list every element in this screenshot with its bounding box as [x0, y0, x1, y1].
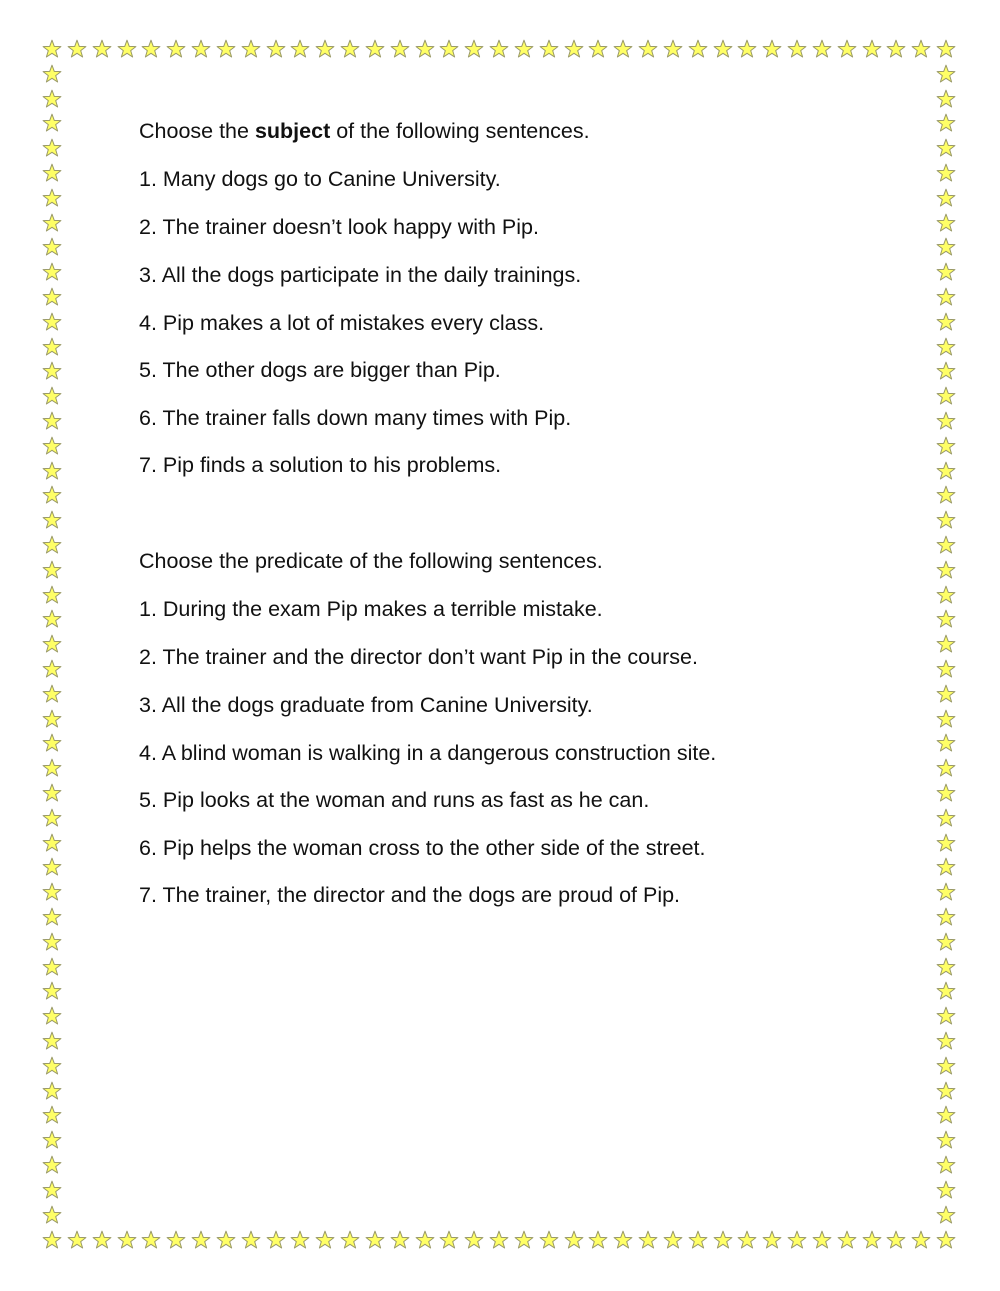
star-icon	[737, 39, 757, 59]
predicate-item-3: 3. All the dogs graduate from Canine University.	[139, 693, 593, 717]
star-icon	[42, 411, 62, 431]
star-icon	[936, 485, 956, 505]
star-icon	[936, 39, 956, 59]
star-icon	[42, 1230, 62, 1250]
star-icon	[613, 39, 633, 59]
star-icon	[42, 436, 62, 456]
star-icon	[663, 1230, 683, 1250]
star-icon	[936, 1180, 956, 1200]
star-icon	[42, 89, 62, 109]
subject-item-1: 1. Many dogs go to Canine University.	[139, 167, 501, 191]
subject-item-7: 7. Pip finds a solution to his problems.	[139, 453, 502, 477]
star-icon	[365, 39, 385, 59]
star-icon	[886, 39, 906, 59]
star-icon	[936, 758, 956, 778]
star-icon	[613, 1230, 633, 1250]
star-icon	[42, 783, 62, 803]
star-icon	[42, 1130, 62, 1150]
star-icon	[415, 39, 435, 59]
star-icon	[837, 39, 857, 59]
star-icon	[117, 39, 137, 59]
star-icon	[266, 1230, 286, 1250]
star-icon	[191, 1230, 211, 1250]
star-icon	[936, 634, 956, 654]
star-icon	[42, 1056, 62, 1076]
star-icon	[42, 733, 62, 753]
star-icon	[42, 907, 62, 927]
star-icon	[67, 1230, 87, 1250]
star-icon	[936, 709, 956, 729]
star-icon	[936, 1081, 956, 1101]
star-icon	[42, 585, 62, 605]
star-icon	[42, 213, 62, 233]
star-icon	[911, 1230, 931, 1250]
star-icon	[663, 39, 683, 59]
star-icon	[539, 1230, 559, 1250]
star-icon	[936, 113, 956, 133]
star-icon	[42, 634, 62, 654]
star-icon	[439, 1230, 459, 1250]
predicate-item-1: 1. During the exam Pip makes a terrible mistake.	[139, 597, 603, 621]
star-icon	[936, 907, 956, 927]
predicate-item-7: 7. The trainer, the director and the dogs are proud of Pip.	[139, 883, 681, 907]
star-icon	[42, 1105, 62, 1125]
star-icon	[141, 1230, 161, 1250]
star-icon	[42, 932, 62, 952]
star-icon	[42, 758, 62, 778]
star-icon	[92, 1230, 112, 1250]
star-icon	[936, 981, 956, 1001]
star-icon	[936, 585, 956, 605]
star-icon	[936, 1230, 956, 1250]
star-icon	[42, 287, 62, 307]
star-icon	[42, 113, 62, 133]
star-icon	[42, 957, 62, 977]
star-icon	[936, 659, 956, 679]
star-icon	[812, 1230, 832, 1250]
star-icon	[936, 163, 956, 183]
star-icon	[290, 39, 310, 59]
star-icon	[92, 39, 112, 59]
star-icon	[936, 1130, 956, 1150]
star-icon	[42, 312, 62, 332]
star-icon	[936, 188, 956, 208]
star-icon	[936, 138, 956, 158]
star-icon	[936, 1056, 956, 1076]
star-icon	[936, 287, 956, 307]
star-icon	[340, 39, 360, 59]
star-icon	[42, 510, 62, 530]
star-icon	[489, 1230, 509, 1250]
star-icon	[936, 560, 956, 580]
subject-keyword: subject	[254, 119, 331, 143]
subject-item-6: 6. The trainer falls down many times with Pip.	[139, 406, 572, 430]
star-icon	[564, 1230, 584, 1250]
star-icon	[42, 262, 62, 282]
star-icon	[936, 510, 956, 530]
star-icon	[42, 188, 62, 208]
star-icon	[390, 1230, 410, 1250]
star-icon	[936, 461, 956, 481]
subject-item-4: 4. Pip makes a lot of mistakes every class.	[139, 311, 545, 335]
star-icon	[936, 436, 956, 456]
star-icon	[588, 39, 608, 59]
star-icon	[936, 609, 956, 629]
star-icon	[936, 262, 956, 282]
star-icon	[936, 337, 956, 357]
star-icon	[42, 39, 62, 59]
star-icon	[862, 1230, 882, 1250]
star-icon	[141, 39, 161, 59]
star-icon	[42, 659, 62, 679]
star-icon	[464, 1230, 484, 1250]
star-icon	[787, 39, 807, 59]
star-icon	[42, 609, 62, 629]
star-icon	[713, 1230, 733, 1250]
star-icon	[42, 163, 62, 183]
star-icon	[42, 981, 62, 1001]
star-icon	[241, 1230, 261, 1250]
star-icon	[166, 39, 186, 59]
star-icon	[42, 361, 62, 381]
star-icon	[42, 709, 62, 729]
star-icon	[936, 411, 956, 431]
star-icon	[688, 1230, 708, 1250]
star-icon	[67, 39, 87, 59]
star-icon	[42, 386, 62, 406]
star-icon	[539, 39, 559, 59]
subject-item-2: 2. The trainer doesn’t look happy with Pip.	[139, 215, 539, 239]
star-icon	[911, 39, 931, 59]
star-icon	[315, 39, 335, 59]
predicate-instruction: Choose the predicate of the following sentences.	[139, 549, 603, 573]
star-icon	[266, 39, 286, 59]
star-icon	[42, 485, 62, 505]
star-icon	[42, 1081, 62, 1101]
star-icon	[340, 1230, 360, 1250]
star-icon	[439, 39, 459, 59]
star-icon	[42, 808, 62, 828]
star-icon	[936, 89, 956, 109]
star-icon	[365, 1230, 385, 1250]
subject-item-5: 5. The other dogs are bigger than Pip.	[139, 358, 501, 382]
star-icon	[42, 882, 62, 902]
star-icon	[936, 957, 956, 977]
star-icon	[415, 1230, 435, 1250]
star-icon	[117, 1230, 137, 1250]
star-icon	[862, 39, 882, 59]
star-icon	[42, 535, 62, 555]
star-icon	[936, 535, 956, 555]
star-icon	[936, 1155, 956, 1175]
star-icon	[936, 1105, 956, 1125]
star-icon	[936, 882, 956, 902]
subject-instruction: Choose the subject of the following sentences.	[139, 119, 590, 143]
star-icon	[936, 213, 956, 233]
star-icon	[216, 1230, 236, 1250]
star-icon	[290, 1230, 310, 1250]
star-icon	[42, 1205, 62, 1225]
star-icon	[42, 1031, 62, 1051]
star-icon	[936, 386, 956, 406]
star-icon	[936, 833, 956, 853]
predicate-item-5: 5. Pip looks at the woman and runs as fast as he can.	[139, 788, 650, 812]
star-icon	[762, 1230, 782, 1250]
star-icon	[936, 312, 956, 332]
star-icon	[216, 39, 236, 59]
subject-item-3: 3. All the dogs participate in the daily trainings.	[139, 263, 582, 287]
star-icon	[42, 684, 62, 704]
star-icon	[42, 138, 62, 158]
star-icon	[390, 39, 410, 59]
star-icon	[464, 39, 484, 59]
star-icon	[564, 39, 584, 59]
star-icon	[42, 64, 62, 84]
star-icon	[936, 64, 956, 84]
star-icon	[936, 684, 956, 704]
star-icon	[936, 237, 956, 257]
predicate-item-6: 6. Pip helps the woman cross to the other side of the street.	[139, 836, 706, 860]
star-icon	[936, 361, 956, 381]
star-icon	[837, 1230, 857, 1250]
star-icon	[191, 39, 211, 59]
star-icon	[514, 1230, 534, 1250]
star-icon	[514, 39, 534, 59]
star-icon	[936, 857, 956, 877]
star-icon	[42, 1155, 62, 1175]
star-icon	[42, 337, 62, 357]
star-icon	[787, 1230, 807, 1250]
star-icon	[42, 237, 62, 257]
star-icon	[936, 733, 956, 753]
predicate-item-2: 2. The trainer and the director don’t want Pip in the course.	[139, 645, 698, 669]
star-icon	[713, 39, 733, 59]
star-icon	[42, 461, 62, 481]
star-icon	[42, 1006, 62, 1026]
star-icon	[166, 1230, 186, 1250]
star-icon	[315, 1230, 335, 1250]
star-icon	[688, 39, 708, 59]
star-icon	[762, 39, 782, 59]
star-icon	[489, 39, 509, 59]
star-icon	[936, 783, 956, 803]
star-icon	[42, 857, 62, 877]
star-icon	[936, 932, 956, 952]
star-icon	[638, 39, 658, 59]
star-icon	[588, 1230, 608, 1250]
star-icon	[936, 1205, 956, 1225]
star-icon	[638, 1230, 658, 1250]
star-icon	[737, 1230, 757, 1250]
star-icon	[936, 808, 956, 828]
star-icon	[42, 833, 62, 853]
star-icon	[936, 1031, 956, 1051]
star-icon	[812, 39, 832, 59]
star-icon	[42, 560, 62, 580]
star-icon	[886, 1230, 906, 1250]
star-icon	[241, 39, 261, 59]
star-icon	[936, 1006, 956, 1026]
star-icon	[42, 1180, 62, 1200]
predicate-item-4: 4. A blind woman is walking in a dangerous construction site.	[139, 741, 717, 765]
